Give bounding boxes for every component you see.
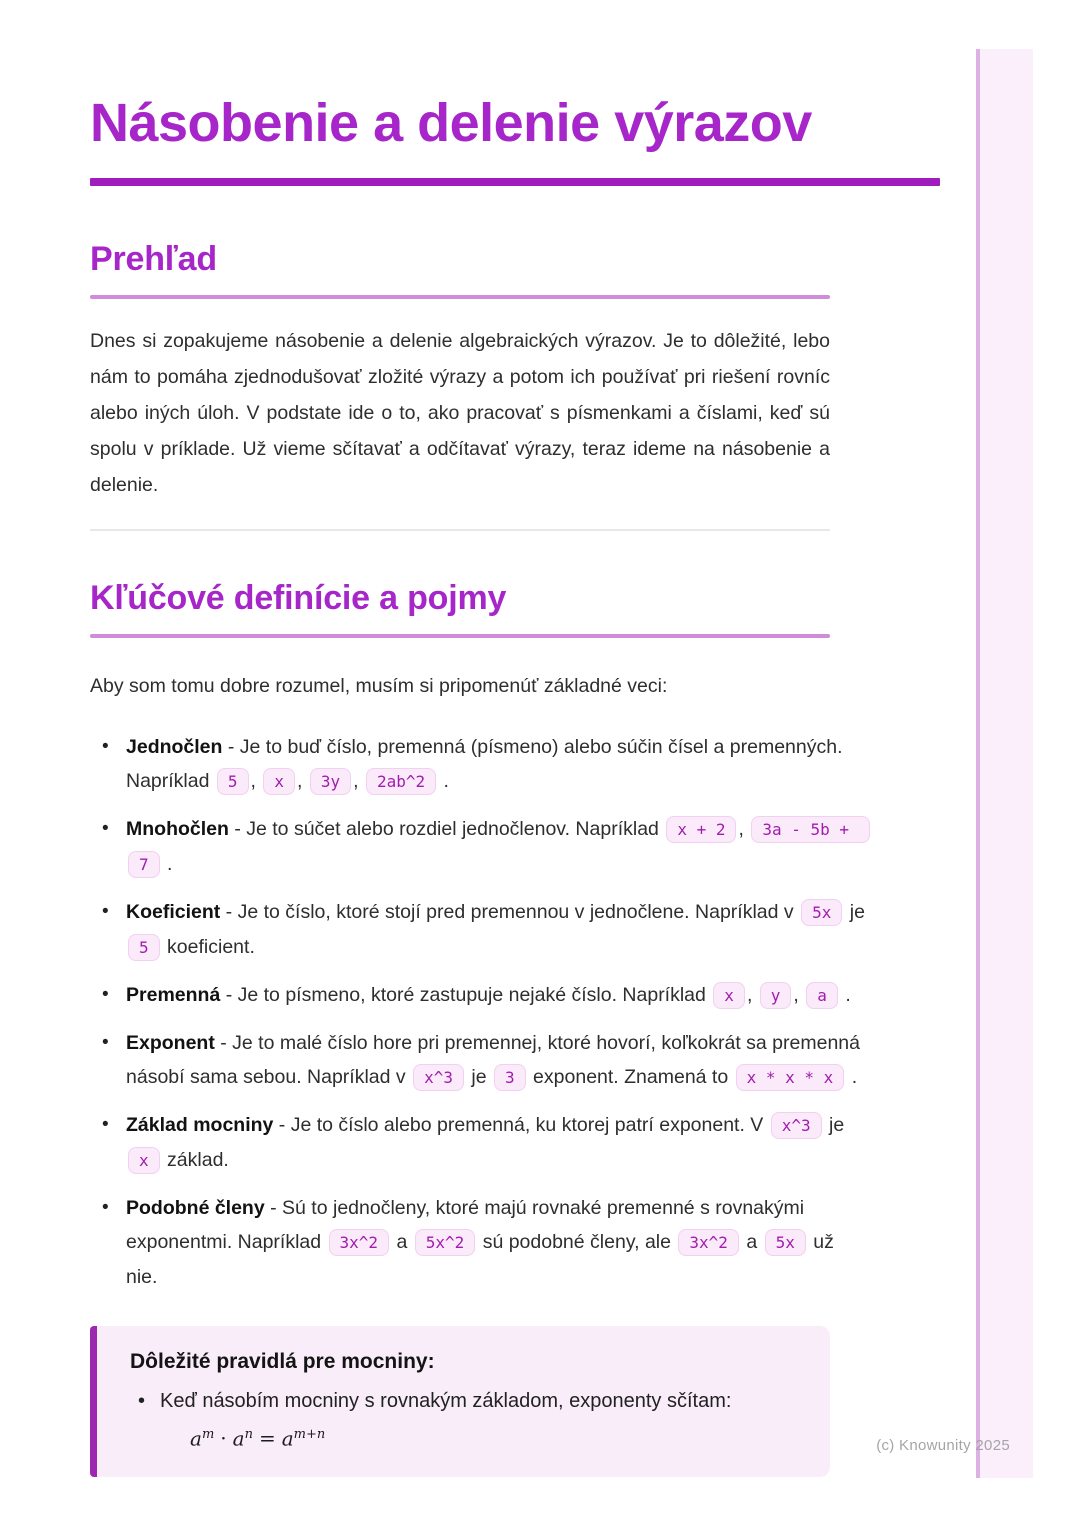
formula-operator: · <box>220 1426 227 1451</box>
definition-item <box>126 978 866 1013</box>
inline-code-chip: 5 <box>217 768 249 795</box>
formula-equals: = <box>258 1426 276 1451</box>
definition-term: Koeficient <box>126 900 221 923</box>
inline-code-chip: 5x <box>801 899 842 926</box>
definitions-intro: Aby som tomu dobre rozumel, musím si pripomenúť základné veci: <box>90 674 668 697</box>
definitions-list <box>90 730 866 1294</box>
definition-text: , <box>250 769 262 792</box>
definition-text: - Je to buď číslo, premenná (písmeno) alebo súčin čísel a premenných. Napríklad <box>126 735 843 792</box>
definition-item <box>126 895 866 965</box>
definition-term: Jednočlen <box>126 735 223 758</box>
definition-text: , <box>738 817 750 840</box>
formula-base: a <box>281 1426 294 1451</box>
definition-text: . <box>846 1065 858 1088</box>
definition-text: , <box>353 769 364 792</box>
page-margin-strip <box>976 49 1033 1478</box>
section-heading-definitions: Kľúčové definície a pojmy <box>90 578 507 617</box>
inline-code-chip: 3a - 5b + 7 <box>128 816 870 878</box>
definition-text: , <box>793 983 805 1006</box>
definition-text: - Je to malé číslo hore pri premennej, ktoré hovorí, koľkokrát sa premenná násobí sama sebou. Napríklad v <box>126 1031 860 1088</box>
definition-text: - Je to písmeno, ktoré zastupuje nejaké číslo. Napríklad <box>220 983 712 1006</box>
definition-text: základ. <box>161 1148 229 1171</box>
definition-text: exponent. Znamená to <box>527 1065 734 1088</box>
definition-text: - Je to číslo, ktoré stojí pred premennou v jednočlene. Napríklad v <box>220 900 800 923</box>
definition-text: koeficient. <box>161 935 255 958</box>
definition-text: . <box>438 769 449 792</box>
inline-code-chip: x^3 <box>771 1112 822 1139</box>
inline-code-chip: x <box>713 982 745 1009</box>
inline-code-chip: 5x <box>765 1229 806 1256</box>
definition-item <box>126 812 866 882</box>
copyright-note: (c) Knowunity 2025 <box>876 1437 1010 1454</box>
title-divider <box>90 178 940 186</box>
definition-text: je <box>465 1065 492 1088</box>
definition-item <box>126 1191 866 1294</box>
definition-text: a <box>391 1230 413 1253</box>
overview-heading-rule <box>90 295 830 299</box>
inline-code-chip: x + 2 <box>666 816 736 843</box>
definition-item <box>126 730 866 799</box>
formula-base: a <box>190 1426 202 1451</box>
definition-text: . <box>839 983 851 1006</box>
inline-code-chip: 3 <box>494 1064 526 1091</box>
inline-code-chip: 3x^2 <box>329 1229 390 1256</box>
definition-text: sú podobné členy, ale <box>477 1230 677 1253</box>
section-heading-overview: Prehľad <box>90 239 217 278</box>
definition-text: je <box>823 1113 845 1136</box>
callout-title: Dôležité pravidlá pre mocniny: <box>130 1349 435 1373</box>
note-page-content <box>90 95 940 1477</box>
callout-rule-text: Keď násobím mocniny s rovnakým základom, exponenty sčítam: <box>160 1389 732 1412</box>
power-rule-formula <box>190 1420 792 1454</box>
inline-code-chip: 3y <box>310 768 351 795</box>
inline-code-chip: 5 <box>128 934 160 961</box>
important-rules-callout <box>90 1326 830 1478</box>
formula-exponent: n <box>244 1426 253 1442</box>
definition-text: - Je to číslo alebo premenná, ku ktorej patrí exponent. V <box>273 1113 769 1136</box>
definition-text: už nie. <box>126 1230 834 1288</box>
definition-text: a <box>740 1230 763 1253</box>
inline-code-chip: 2ab^2 <box>366 768 436 795</box>
overview-paragraph: Dnes si zopakujeme násobenie a delenie algebraických výrazov. Je to dôležité, lebo nám to pomáha zjednodušovať zložité výrazy a potom ich používať pri riešení rovníc alebo iných úloh. V podstate ide o to, ako pracovať s písmenkami a číslami, keď sú spolu v príklade. Už vieme sčítavať a odčítavať výrazy, teraz ideme na násobenie a delenie. <box>90 329 830 496</box>
inline-code-chip: x * x * x <box>736 1064 845 1091</box>
inline-code-chip: 3x^2 <box>678 1229 739 1256</box>
formula-exponent: m <box>201 1426 215 1442</box>
definitions-heading-rule <box>90 634 830 638</box>
definition-text: . <box>161 852 173 875</box>
definition-text: , <box>297 769 308 792</box>
section-divider <box>90 529 830 531</box>
definition-term: Premenná <box>126 983 221 1006</box>
definition-term: Podobné členy <box>126 1196 265 1219</box>
definition-text: , <box>746 983 758 1006</box>
callout-rule-item <box>160 1386 792 1454</box>
definition-item <box>126 1026 866 1095</box>
definition-item <box>126 1108 866 1178</box>
inline-code-chip: x <box>128 1147 160 1174</box>
inline-code-chip: x^3 <box>413 1064 464 1091</box>
inline-code-chip: 5x^2 <box>415 1229 476 1256</box>
definition-text: je <box>844 900 865 923</box>
definition-term: Základ mocniny <box>126 1113 274 1136</box>
page-title: Násobenie a delenie výrazov <box>90 93 812 153</box>
inline-code-chip: x <box>263 768 295 795</box>
inline-code-chip: y <box>760 982 792 1009</box>
formula-base: a <box>232 1426 245 1451</box>
definition-term: Mnohočlen <box>126 817 229 840</box>
definition-term: Exponent <box>126 1031 215 1054</box>
formula-exponent: m+n <box>293 1426 326 1442</box>
definition-text: - Sú to jednočleny, ktoré majú rovnaké premenné s rovnakými exponentmi. Napríklad <box>126 1196 805 1253</box>
inline-code-chip: a <box>806 982 838 1009</box>
definition-text: - Je to súčet alebo rozdiel jednočlenov. Napríklad <box>228 817 665 840</box>
